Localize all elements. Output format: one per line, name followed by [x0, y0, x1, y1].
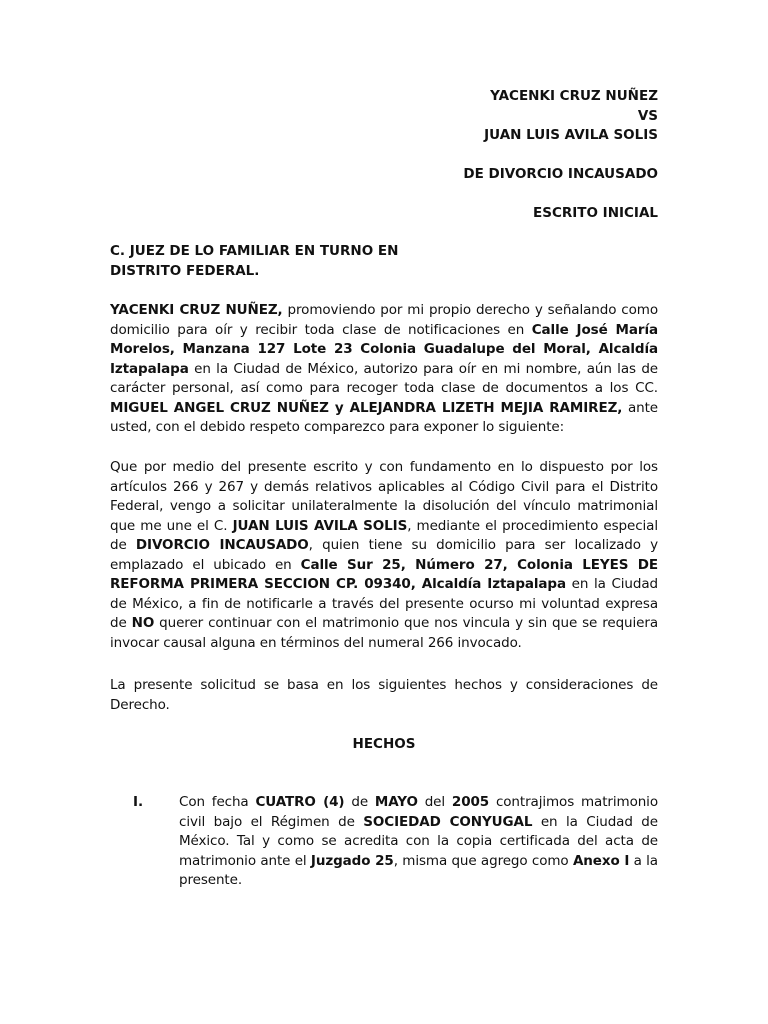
paragraph-text: querer continuar con el matrimonio que nos vincula y sin que se requiera invocar causal alguna en términos del numeral 266 invocado.: [110, 615, 658, 651]
paragraph-text: Que por medio del presente escrito y con fundamento en lo dispuesto por los artículos 266 y 267 y demás relativos aplicables al Código Civil para el Distrito Federal, vengo a solicitar unilateralmente la disolución del vínculo matrimonial que me une el C.: [110, 459, 658, 534]
intro-paragraph: [110, 301, 658, 438]
fact-text-segment: a la presente.: [179, 852, 658, 888]
defendant-name: JUAN LUIS AVILA SOLIS: [232, 517, 408, 534]
basis-paragraph: La presente solicitud se basa en los siguientes hechos y consideraciones de Derecho.: [110, 677, 658, 713]
authorized-persons: MIGUEL ANGEL CRUZ NUÑEZ y ALEJANDRA LIZETH MEJIA RAMIREZ,: [110, 399, 623, 416]
fact-number: I.: [133, 794, 144, 810]
emphasis-no: NO: [131, 615, 155, 631]
fact-text: [179, 793, 658, 891]
header-case-type: DE DIVORCIO INCAUSADO: [463, 166, 658, 182]
fact-text-segment: contrajimos matrimonio civil bajo el Régimen de: [179, 794, 658, 830]
addressee-line: DISTRITO FEDERAL.: [110, 262, 260, 279]
addressee-block: [110, 242, 398, 281]
paragraph-text: promoviendo por mi propio derecho y señalando como domicilio para oír y recibir toda clase de notificaciones en: [110, 302, 658, 338]
paragraph-text: en la Ciudad de México, a fin de notificarle a través del presente ocurso mi voluntad expresa de: [110, 576, 658, 631]
procedure-name: DIVORCIO INCAUSADO: [135, 537, 309, 553]
fact-year: 2005: [451, 794, 490, 810]
header-document-type: ESCRITO INICIAL: [533, 205, 658, 221]
defendant-address: Calle Sur 25, Número 27, Colonia LEYES DE REFORMA PRIMERA SECCION CP. 09340, Alcaldía Iztapalapa: [110, 556, 658, 592]
fact-regime: SOCIEDAD CONYUGAL: [363, 813, 533, 830]
header-spacer: [463, 146, 658, 166]
header-defendant: JUAN LUIS AVILA SOLIS: [484, 127, 658, 143]
request-paragraph: [110, 458, 658, 653]
fact-text-segment: del: [417, 794, 452, 810]
section-title-hechos: HECHOS: [352, 736, 416, 752]
addressee-line: C. JUEZ DE LO FAMILIAR EN TURNO EN: [110, 243, 399, 259]
header-plaintiff: YACENKI CRUZ NUÑEZ: [490, 88, 658, 104]
fact-court: Juzgado 25: [310, 852, 394, 869]
fact-month: MAYO: [374, 794, 418, 810]
plaintiff-address: Calle José María Morelos, Manzana 127 Lote 23 Colonia Guadalupe del Moral, Alcaldía Iztapalapa: [110, 321, 658, 377]
fact-text-segment: , misma que agrego como: [393, 852, 573, 869]
fact-annex: Anexo I: [572, 852, 630, 869]
fact-text-segment: Con fecha: [179, 794, 256, 810]
paragraph-text: , mediante el procedimiento especial de: [110, 517, 659, 553]
plaintiff-name: YACENKI CRUZ NUÑEZ,: [110, 302, 283, 318]
paragraph-text: ante usted, con el debido respeto comparezco para exponer lo siguiente:: [110, 399, 658, 435]
fact-day: CUATRO (4): [255, 794, 345, 810]
header-spacer: [463, 185, 658, 205]
case-header: [463, 87, 658, 224]
paragraph-text: en la Ciudad de México, autorizo para oír en mi nombre, aún las de carácter personal, así como para recoger toda clase de documentos a los CC.: [110, 360, 658, 396]
fact-text-segment: de: [344, 794, 375, 810]
fact-text-segment: en la Ciudad de México. Tal y como se acredita con la copia certificada del acta de matrimonio ante el: [179, 813, 658, 869]
paragraph-text: , quien tiene su domicilio para ser localizado y emplazado el ubicado en: [110, 537, 658, 573]
header-versus: VS: [637, 107, 658, 124]
